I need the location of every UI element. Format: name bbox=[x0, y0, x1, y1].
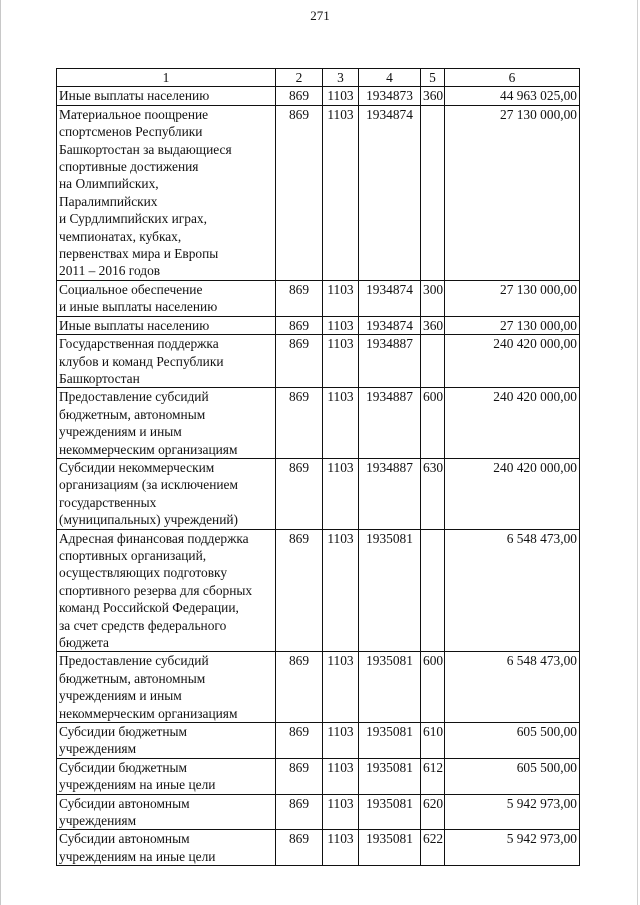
header-col-3: 3 bbox=[323, 69, 359, 87]
row-code-4-cell: 1934874 bbox=[359, 105, 421, 280]
row-amount-cell: 27 130 000,00 bbox=[445, 316, 580, 334]
row-code-3-cell: 1103 bbox=[323, 758, 359, 794]
row-code-2-cell: 869 bbox=[276, 458, 323, 529]
row-code-4-cell: 1934874 bbox=[359, 280, 421, 316]
row-name-cell: Иные выплаты населению bbox=[57, 316, 276, 334]
row-name-cell: Материальное поощрение спортсменов Республики Башкортостан за выдающиеся спортивные достижения на Олимпийских, Паралимпийских и Сурдлимпийских играх, чемпионатах, кубках, первенствах мира и Европы 2011 – 2016 годов bbox=[57, 105, 276, 280]
row-code-5-cell bbox=[421, 105, 445, 280]
table-row bbox=[57, 529, 580, 652]
row-amount-cell: 5 942 973,00 bbox=[445, 830, 580, 866]
row-code-4-cell: 1935081 bbox=[359, 794, 421, 830]
table-row bbox=[57, 758, 580, 794]
table-row bbox=[57, 316, 580, 334]
row-code-3-cell: 1103 bbox=[323, 388, 359, 459]
table-header-row bbox=[57, 69, 580, 87]
row-code-4-cell: 1934874 bbox=[359, 316, 421, 334]
row-code-4-cell: 1934887 bbox=[359, 388, 421, 459]
header-col-4: 4 bbox=[359, 69, 421, 87]
row-code-3-cell: 1103 bbox=[323, 794, 359, 830]
row-code-5-cell: 600 bbox=[421, 388, 445, 459]
row-code-2-cell: 869 bbox=[276, 388, 323, 459]
row-amount-cell: 240 420 000,00 bbox=[445, 335, 580, 388]
row-code-5-cell: 360 bbox=[421, 87, 445, 105]
row-code-3-cell: 1103 bbox=[323, 458, 359, 529]
row-code-2-cell: 869 bbox=[276, 830, 323, 866]
budget-table bbox=[56, 68, 580, 866]
row-code-4-cell: 1935081 bbox=[359, 652, 421, 723]
row-code-2-cell: 869 bbox=[276, 758, 323, 794]
row-code-2-cell: 869 bbox=[276, 87, 323, 105]
row-amount-cell: 6 548 473,00 bbox=[445, 652, 580, 723]
row-code-2-cell: 869 bbox=[276, 723, 323, 759]
row-code-5-cell bbox=[421, 529, 445, 652]
row-code-5-cell: 622 bbox=[421, 830, 445, 866]
row-code-3-cell: 1103 bbox=[323, 316, 359, 334]
header-col-1: 1 bbox=[57, 69, 276, 87]
row-amount-cell: 6 548 473,00 bbox=[445, 529, 580, 652]
row-code-4-cell: 1934887 bbox=[359, 335, 421, 388]
row-name-cell: Адресная финансовая поддержка спортивных организаций, осуществляющих подготовку спортивного резерва для сборных команд Российской Федерации, за счет средств федерального бюджета bbox=[57, 529, 276, 652]
header-col-6: 6 bbox=[445, 69, 580, 87]
row-code-4-cell: 1934873 bbox=[359, 87, 421, 105]
row-name-cell: Субсидии бюджетным учреждениям bbox=[57, 723, 276, 759]
table-row bbox=[57, 723, 580, 759]
row-code-5-cell: 600 bbox=[421, 652, 445, 723]
table-row bbox=[57, 280, 580, 316]
row-name-cell: Субсидии бюджетным учреждениям на иные цели bbox=[57, 758, 276, 794]
page-number: 271 bbox=[310, 8, 330, 23]
header-col-5: 5 bbox=[421, 69, 445, 87]
row-code-2-cell: 869 bbox=[276, 652, 323, 723]
row-code-5-cell: 612 bbox=[421, 758, 445, 794]
scan-edge-left bbox=[0, 0, 1, 905]
row-code-3-cell: 1103 bbox=[323, 280, 359, 316]
row-code-4-cell: 1935081 bbox=[359, 723, 421, 759]
row-name-cell: Иные выплаты населению bbox=[57, 87, 276, 105]
row-code-2-cell: 869 bbox=[276, 335, 323, 388]
row-name-cell: Предоставление субсидий бюджетным, автономным учреждениям и иным некоммерческим организациям bbox=[57, 388, 276, 459]
row-code-3-cell: 1103 bbox=[323, 105, 359, 280]
row-amount-cell: 5 942 973,00 bbox=[445, 794, 580, 830]
row-code-3-cell: 1103 bbox=[323, 830, 359, 866]
row-code-5-cell: 620 bbox=[421, 794, 445, 830]
table-row bbox=[57, 458, 580, 529]
row-amount-cell: 27 130 000,00 bbox=[445, 105, 580, 280]
table-row bbox=[57, 105, 580, 280]
header-col-2: 2 bbox=[276, 69, 323, 87]
row-name-cell: Субсидии некоммерческим организациям (за исключением государственных (муниципальных) учреждений) bbox=[57, 458, 276, 529]
row-code-5-cell: 610 bbox=[421, 723, 445, 759]
row-amount-cell: 44 963 025,00 bbox=[445, 87, 580, 105]
row-code-5-cell: 360 bbox=[421, 316, 445, 334]
row-name-cell: Социальное обеспечение и иные выплаты населению bbox=[57, 280, 276, 316]
row-code-4-cell: 1935081 bbox=[359, 529, 421, 652]
table-row bbox=[57, 794, 580, 830]
row-code-2-cell: 869 bbox=[276, 529, 323, 652]
scan-edge-right bbox=[637, 0, 638, 905]
row-code-3-cell: 1103 bbox=[323, 87, 359, 105]
row-code-3-cell: 1103 bbox=[323, 335, 359, 388]
row-amount-cell: 605 500,00 bbox=[445, 758, 580, 794]
row-code-2-cell: 869 bbox=[276, 794, 323, 830]
row-code-2-cell: 869 bbox=[276, 280, 323, 316]
table-row bbox=[57, 87, 580, 105]
row-code-4-cell: 1935081 bbox=[359, 758, 421, 794]
row-code-3-cell: 1103 bbox=[323, 723, 359, 759]
row-name-cell: Субсидии автономным учреждениям bbox=[57, 794, 276, 830]
row-code-5-cell bbox=[421, 335, 445, 388]
row-code-2-cell: 869 bbox=[276, 316, 323, 334]
row-code-5-cell: 300 bbox=[421, 280, 445, 316]
table-row bbox=[57, 652, 580, 723]
row-code-2-cell: 869 bbox=[276, 105, 323, 280]
row-amount-cell: 27 130 000,00 bbox=[445, 280, 580, 316]
row-code-3-cell: 1103 bbox=[323, 652, 359, 723]
row-code-5-cell: 630 bbox=[421, 458, 445, 529]
table-row bbox=[57, 335, 580, 388]
table-row bbox=[57, 830, 580, 866]
row-amount-cell: 240 420 000,00 bbox=[445, 388, 580, 459]
row-code-4-cell: 1935081 bbox=[359, 830, 421, 866]
row-code-4-cell: 1934887 bbox=[359, 458, 421, 529]
table-row bbox=[57, 388, 580, 459]
row-name-cell: Государственная поддержка клубов и команд Республики Башкортостан bbox=[57, 335, 276, 388]
row-amount-cell: 605 500,00 bbox=[445, 723, 580, 759]
row-name-cell: Субсидии автономным учреждениям на иные цели bbox=[57, 830, 276, 866]
row-code-3-cell: 1103 bbox=[323, 529, 359, 652]
row-amount-cell: 240 420 000,00 bbox=[445, 458, 580, 529]
row-name-cell: Предоставление субсидий бюджетным, автономным учреждениям и иным некоммерческим организациям bbox=[57, 652, 276, 723]
